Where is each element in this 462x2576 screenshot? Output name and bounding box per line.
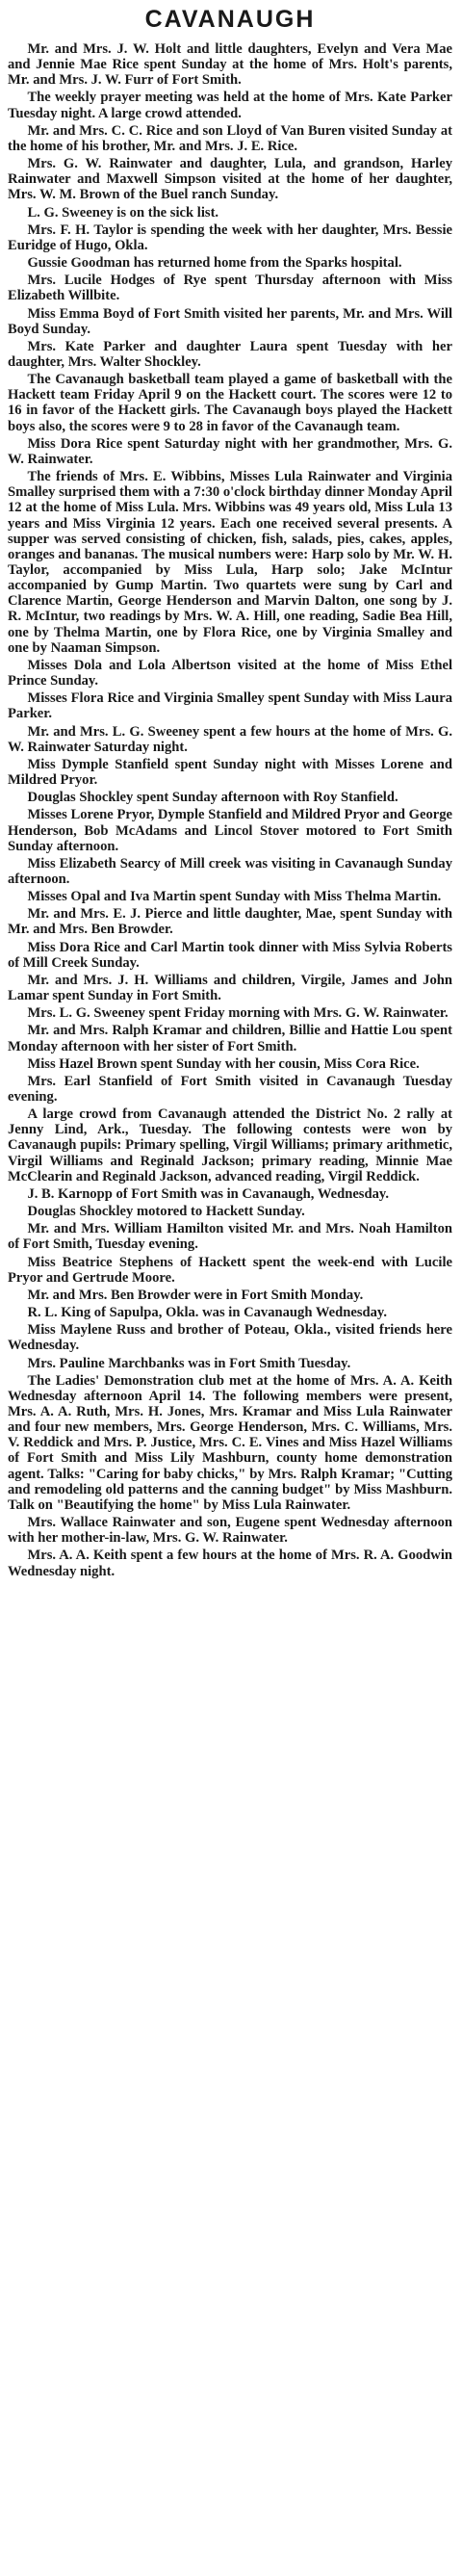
news-item: Miss Elizabeth Searcy of Mill creek was visiting in Cavanaugh Sunday afternoon. bbox=[8, 855, 452, 887]
news-item: Misses Flora Rice and Virginia Smalley spent Sunday with Miss Laura Parker. bbox=[8, 690, 452, 722]
news-item: The Ladies' Demonstration club met at the home of Mrs. A. A. Keith Wednesday afternoon April 14. The following members were present, Mrs. A. A. Ruth, Mrs. H. Jones, Mrs. Kramar and Miss Lula Rainwater and four new members, Mrs. George Henderson, Mrs. C. Williams, Mrs. V. Reddick and Mrs. P. Justice, Mrs. C. E. Vines and Miss Hazel Williams of Fort Smith and Miss Lily Mashburn, county home demonstration agent. Talks: "Caring for baby chicks," by Mrs. Ralph Kramar; "Cutting and remodeling old patterns and the canning budget" by Miss Mashburn. Talk on "Beautifying the home" by Miss Lula Rainwater. bbox=[8, 1372, 452, 1513]
news-item: Misses Dola and Lola Albertson visited at the home of Miss Ethel Prince Sunday. bbox=[8, 657, 452, 690]
news-item: Miss Dora Rice and Carl Martin took dinner with Miss Sylvia Roberts of Mill Creek Sunday. bbox=[8, 939, 452, 971]
news-item: Mr. and Mrs. William Hamilton visited Mr. and Mrs. Noah Hamilton of Fort Smith, Tuesday evening. bbox=[8, 1221, 452, 1253]
news-item: Mrs. G. W. Rainwater and daughter, Lula, and grandson, Harley Rainwater and Maxwell Simpson visited at the home of her daughter, Mrs. W. M. Brown of the Buel ranch Sunday. bbox=[8, 156, 452, 203]
news-items bbox=[8, 41, 452, 1579]
news-item: Miss Emma Boyd of Fort Smith visited her parents, Mr. and Mrs. Will Boyd Sunday. bbox=[8, 305, 452, 337]
news-item: Mr. and Mrs. Ben Browder were in Fort Smith Monday. bbox=[27, 1287, 364, 1303]
news-item: A large crowd from Cavanaugh attended the District No. 2 rally at Jenny Lind, Ark., Tuesday. The following contests were won by Cavanaugh pupils: Primary spelling, Virgil Williams; primary arithmetic, Virgil Williams and Reginald Jackson; primary reading, Minnie Mae McClearin and Reginald Jackson, advanced reading, Virgil Reddick. bbox=[8, 1106, 452, 1184]
news-item: Mr. and Mrs. E. J. Pierce and little daughter, Mae, spent Sunday with Mr. and Mrs. Ben Browder. bbox=[8, 906, 452, 938]
news-item: Mr. and Mrs. Ralph Kramar and children, Billie and Hattie Lou spent Monday afternoon with her sister of Fort Smith. bbox=[8, 1023, 452, 1054]
news-item: The Cavanaugh basketball team played a game of basketball with the Hackett team Friday April 9 on the Hackett court. The scores were 12 to 16 in favor of the Hackett girls. The Cavanaugh boys played the Hackett boys also, the scores were 9 to 28 in favor of the Cavanaugh team. bbox=[8, 372, 452, 434]
news-item: Mrs. Kate Parker and daughter Laura spent Tuesday with her daughter, Mrs. Walter Shockley. bbox=[8, 338, 452, 370]
news-item: Douglas Shockley spent Sunday afternoon with Roy Stanfield. bbox=[27, 790, 398, 806]
news-item: Miss Hazel Brown spent Sunday with her cousin, Miss Cora Rice. bbox=[27, 1055, 420, 1072]
news-item: Miss Dymple Stanfield spent Sunday night with Misses Lorene and Mildred Pryor. bbox=[8, 756, 452, 789]
news-item: Douglas Shockley motored to Hackett Sunday. bbox=[27, 1204, 305, 1220]
news-item: Mrs. Pauline Marchbanks was in Fort Smith Tuesday. bbox=[27, 1355, 351, 1371]
news-item: Miss Dora Rice spent Saturday night with her grandmother, Mrs. G. W. Rainwater. bbox=[8, 435, 452, 467]
news-item: Misses Lorene Pryor, Dymple Stanfield and Mildred Pryor and George Henderson, Bob McAdams and Lincol Stover motored to Fort Smith Sunday afternoon. bbox=[8, 807, 452, 854]
news-item: The weekly prayer meeting was held at the home of Mrs. Kate Parker Tuesday night. A large crowd attended. bbox=[8, 90, 452, 121]
news-item: Mrs. F. H. Taylor is spending the week with her daughter, Mrs. Bessie Euridge of Hugo, Okla. bbox=[8, 221, 452, 253]
news-item: Mrs. A. A. Keith spent a few hours at the home of Mrs. R. A. Goodwin Wednesday night. bbox=[8, 1548, 452, 1579]
column-headline: CAVANAUGH bbox=[144, 6, 316, 33]
news-item: J. B. Karnopp of Fort Smith was in Cavanaugh, Wednesday. bbox=[27, 1185, 390, 1202]
news-item: Mr. and Mrs. J. W. Holt and little daughters, Evelyn and Vera Mae and Jennie Mae Rice spent Sunday at the home of Mrs. Holt's parents, Mr. and Mrs. J. W. Furr of Fort Smith. bbox=[8, 41, 452, 89]
news-item: Mr. and Mrs. L. G. Sweeney spent a few hours at the home of Mrs. G. W. Rainwater Saturday night. bbox=[8, 723, 452, 755]
news-item: Miss Beatrice Stephens of Hackett spent the week-end with Lucile Pryor and Gertrude Moore. bbox=[8, 1254, 452, 1286]
news-item: Gussie Goodman has returned home from the Sparks hospital. bbox=[27, 255, 402, 272]
news-item: The friends of Mrs. E. Wibbins, Misses Lula Rainwater and Virginia Smalley surprised them with a 7:30 o'clock birthday dinner Monday April 12 at the home of Miss Lula. Mrs. Wibbins was 49 years old, Miss Lula 13 years and Miss Virginia 12 years. Each one received several presents. A supper was served consisting of chicken, fish, salads, pies, cakes, apples, oranges and bananas. The musical numbers were: Harp solo by Mr. W. H. Taylor, accompanied by Miss Lula, Harp solo; Jake McIntur accompanied by Gump Martin. Two quartets were sung by Carl and Clarence Martin, George Henderson and Marvin Dalton, one song by J. R. McIntur, two readings by Mrs. W. A. Hill, one reading, Sadie Bea Hill, one by Thelma Martin, one by Flora Rice, one by Virginia Smalley and one by Naaman Simpson. bbox=[8, 469, 452, 656]
news-item: Mrs. L. G. Sweeney spent Friday morning with Mrs. G. W. Rainwater. bbox=[27, 1005, 449, 1022]
news-item: L. G. Sweeney is on the sick list. bbox=[27, 204, 219, 221]
news-item: R. L. King of Sapulpa, Okla. was in Cavanaugh Wednesday. bbox=[27, 1305, 388, 1321]
news-item: Miss Maylene Russ and brother of Poteau, Okla., visited friends here Wednesday. bbox=[8, 1322, 452, 1354]
news-item: Mrs. Wallace Rainwater and son, Eugene spent Wednesday afternoon with her mother-in-law, Mrs. G. W. Rainwater. bbox=[8, 1515, 452, 1547]
news-item: Mr. and Mrs. C. C. Rice and son Lloyd of Van Buren visited Sunday at the home of his brother, Mr. and Mrs. J. E. Rice. bbox=[8, 122, 452, 154]
news-item: Mr. and Mrs. J. H. Williams and children, Virgile, James and John Lamar spent Sunday in Fort Smith. bbox=[8, 972, 452, 1004]
news-item: Mrs. Lucile Hodges of Rye spent Thursday afternoon with Miss Elizabeth Willbite. bbox=[8, 273, 452, 304]
news-item: Misses Opal and Iva Martin spent Sunday with Miss Thelma Martin. bbox=[27, 889, 442, 905]
news-item: Mrs. Earl Stanfield of Fort Smith visited in Cavanaugh Tuesday evening. bbox=[8, 1073, 452, 1105]
